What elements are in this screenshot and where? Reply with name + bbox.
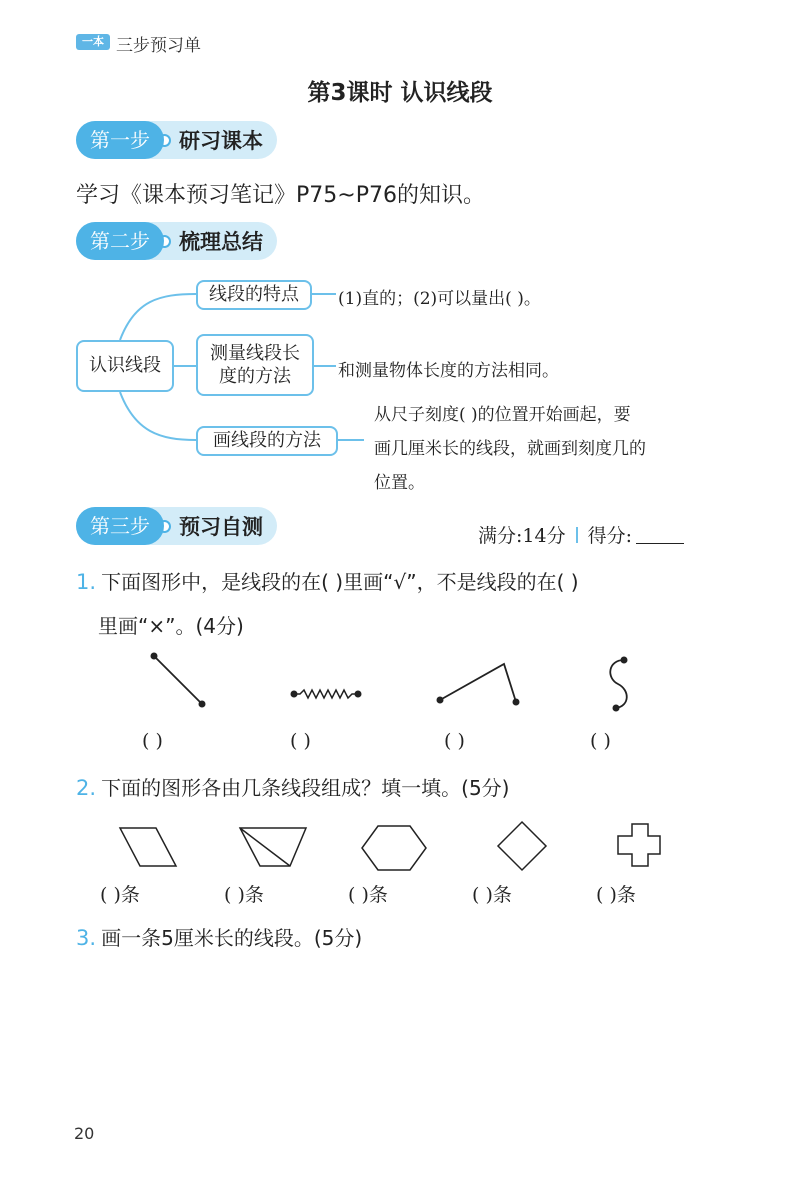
figure-curve xyxy=(610,657,627,712)
score-line xyxy=(478,521,684,548)
question-3 xyxy=(76,922,362,951)
full-score: 满分:14分 xyxy=(478,525,566,547)
question-2-number: 2. xyxy=(76,776,97,800)
figure-zigzag-line xyxy=(291,690,362,698)
figure-square-rotated xyxy=(498,822,546,870)
mindmap-draw-text-line3: 位置。 xyxy=(374,473,425,493)
question-1 xyxy=(76,566,579,595)
question-3-text: 画一条5厘米长的线段。(5分) xyxy=(101,926,363,950)
mindmap-draw-text-line2: 画几厘米长的线段，就画到刻度几的 xyxy=(374,439,646,459)
mindmap-branch-measure-line2: 度的方法 xyxy=(219,366,291,387)
q1-answer-2[interactable]: ( ) xyxy=(290,730,311,752)
intro-text: 学习《课本预习笔记》P75~P76的知识。 xyxy=(76,183,485,208)
mindmap-draw-text-line1: 从尺子刻度( )的位置开始画起，要 xyxy=(374,405,631,425)
question-1-line1: 下面图形中，是线段的在( )里画“√”，不是线段的在( ) xyxy=(101,570,579,594)
mindmap-features-text: (1)直的；(2)可以量出( )。 xyxy=(338,289,541,309)
figure-hexagon xyxy=(362,826,426,870)
step2-label: 梳理总结 xyxy=(179,230,263,254)
q1-answer-1[interactable]: ( ) xyxy=(142,730,163,752)
question-1-number: 1. xyxy=(76,570,97,594)
question-1-figures xyxy=(130,648,650,718)
step3-banner xyxy=(76,507,277,545)
question-2-text: 下面的图形各由几条线段组成？填一填。(5分) xyxy=(101,776,510,800)
q1-answer-3[interactable]: ( ) xyxy=(444,730,465,752)
q2-answer-1[interactable]: ( )条 xyxy=(100,884,140,906)
question-1-line2: 里画“×”。(4分) xyxy=(98,614,244,638)
figure-straight-segment xyxy=(151,653,206,708)
score-separator xyxy=(576,527,578,543)
question-3-number: 3. xyxy=(76,926,97,950)
figure-trapezoid-with-diagonal xyxy=(240,828,306,866)
brand-text: 三步预习单 xyxy=(116,36,201,56)
q2-answer-4[interactable]: ( )条 xyxy=(472,884,512,906)
brand-badge: 一本 xyxy=(76,34,110,50)
figure-cross xyxy=(618,824,660,866)
q2-answer-3[interactable]: ( )条 xyxy=(348,884,388,906)
step3-label: 预习自测 xyxy=(179,515,263,539)
step1-label: 研习课本 xyxy=(179,129,263,153)
score-blank[interactable] xyxy=(636,525,684,544)
step3-pill: 第三步 xyxy=(76,507,164,545)
mindmap-branch-features: 线段的特点 xyxy=(196,280,312,310)
mindmap-root: 认识线段 xyxy=(76,340,174,392)
step2-pill: 第二步 xyxy=(76,222,164,260)
score-label: 得分: xyxy=(587,525,632,547)
figure-broken-line xyxy=(437,664,520,706)
q2-answer-2[interactable]: ( )条 xyxy=(224,884,264,906)
figure-parallelogram xyxy=(120,828,176,866)
mindmap-branch-measure xyxy=(196,334,314,396)
lesson-title: 第3课时 认识线段 xyxy=(307,80,493,106)
mindmap-branch-draw: 画线段的方法 xyxy=(196,426,338,456)
mindmap-measure-text: 和测量物体长度的方法相同。 xyxy=(338,361,559,381)
mindmap-branch-measure-line1: 测量线段长 xyxy=(210,342,300,364)
question-2 xyxy=(76,772,509,801)
page-number: 20 xyxy=(74,1124,95,1143)
q1-answer-4[interactable]: ( ) xyxy=(590,730,611,752)
q2-answer-5[interactable]: ( )条 xyxy=(596,884,636,906)
drawing-area[interactable] xyxy=(76,964,716,1104)
question-2-figures xyxy=(100,816,720,876)
step1-pill: 第一步 xyxy=(76,121,164,159)
